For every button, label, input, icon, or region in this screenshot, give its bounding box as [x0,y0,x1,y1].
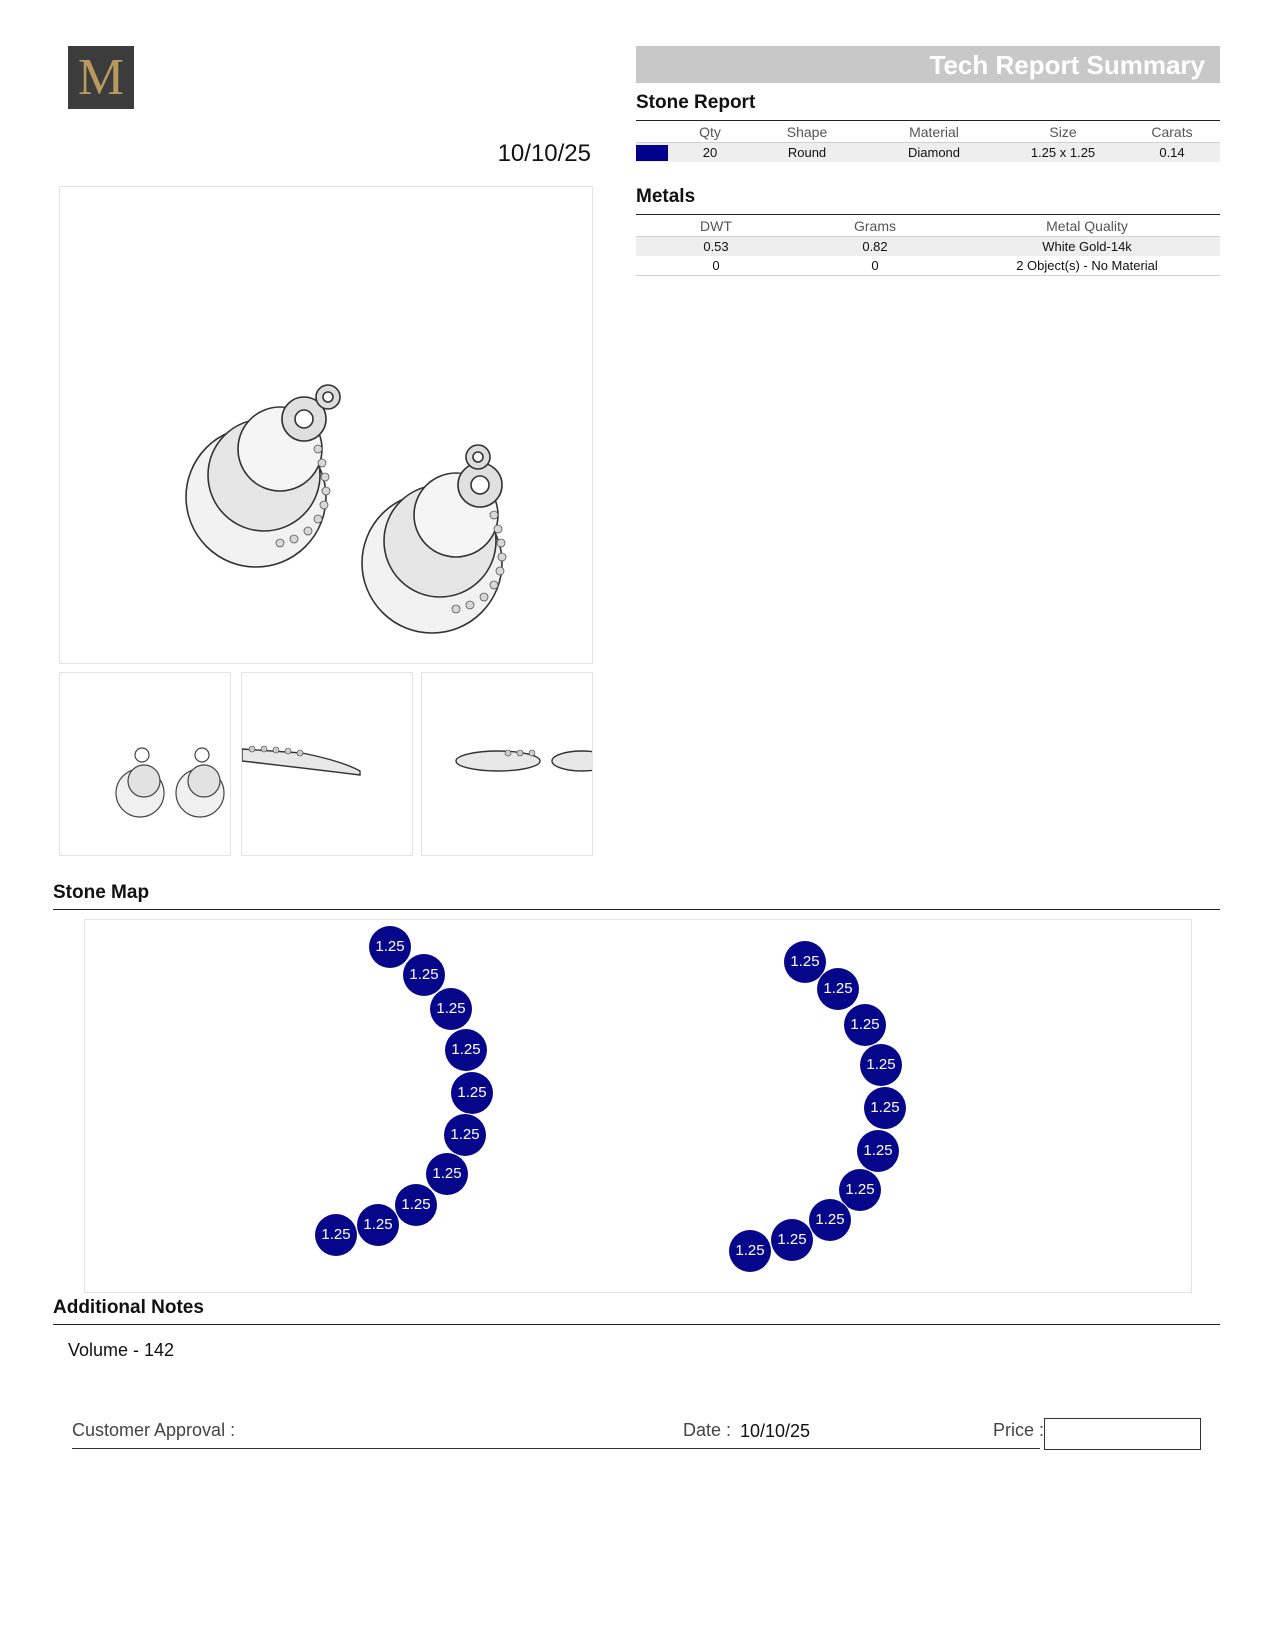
stone-marker: 1.25 [426,1153,468,1195]
stone-marker: 1.25 [451,1072,493,1114]
stone-size: 1.25 x 1.25 [1002,143,1124,163]
summary-header-bar [636,46,1220,83]
stone-marker: 1.25 [809,1199,851,1241]
stone-shape: Round [748,143,866,163]
stone-marker: 1.25 [784,941,826,983]
stone-marker: 1.25 [395,1184,437,1226]
metals-table [636,216,1220,276]
customer-approval-label: Customer Approval : [72,1420,236,1440]
metal-grams: 0 [796,256,954,276]
stone-marker: 1.25 [860,1044,902,1086]
section-divider [636,120,1220,121]
column-header: DWT [636,216,796,237]
column-header: Qty [672,122,748,143]
stone-marker: 1.25 [864,1087,906,1129]
stone-color-swatch [636,145,668,161]
approval-date-label: Date : [683,1420,732,1440]
additional-notes-title: Additional Notes [53,1297,204,1318]
section-divider [53,909,1220,910]
table-row [636,237,1220,257]
stone-marker: 1.25 [445,1029,487,1071]
stone-marker: 1.25 [357,1204,399,1246]
summary-title: Tech Report Summary [929,50,1205,80]
stone-report-table [636,122,1220,162]
report-date: 10/10/25 [497,140,591,167]
stone-marker: 1.25 [444,1114,486,1156]
section-divider [53,1324,1220,1325]
stone-marker: 1.25 [844,1004,886,1046]
stone-qty: 20 [672,143,748,163]
column-header: Metal Quality [954,216,1220,237]
company-logo [68,46,134,109]
price-label: Price : [993,1420,1045,1440]
approval-date-value: 10/10/25 [740,1421,811,1441]
stone-map-title: Stone Map [53,882,150,903]
column-header: Grams [796,216,954,237]
stone-marker: 1.25 [403,954,445,996]
stone-marker: 1.25 [771,1219,813,1261]
metal-quality: 2 Object(s) - No Material [954,256,1220,276]
column-header: Size [1002,122,1124,143]
stone-material: Diamond [866,143,1002,163]
metal-dwt: 0 [636,256,796,276]
thumbnail-top-view[interactable] [421,672,593,856]
price-field[interactable] [1044,1418,1201,1450]
stone-marker: 1.25 [315,1214,357,1256]
stone-marker: 1.25 [839,1169,881,1211]
column-header: Shape [748,122,866,143]
metal-dwt: 0.53 [636,237,796,257]
stone-marker: 1.25 [369,926,411,968]
stone-marker: 1.25 [817,968,859,1010]
signature-line[interactable] [72,1448,1040,1449]
stone-carats: 0.14 [1124,143,1220,163]
stone-marker: 1.25 [857,1130,899,1172]
metals-title: Metals [636,186,696,207]
metal-grams: 0.82 [796,237,954,257]
metal-quality: White Gold-14k [954,237,1220,257]
main-render-image [59,186,593,664]
stone-marker: 1.25 [430,988,472,1030]
color-column-header [636,122,672,143]
thumbnail-side-view[interactable] [241,672,413,856]
logo-letter: M [77,49,125,106]
table-row [636,143,1220,163]
section-divider [636,214,1220,215]
column-header: Material [866,122,1002,143]
stone-map-panel [84,919,1192,1293]
stone-marker: 1.25 [729,1230,771,1272]
notes-text: Volume - 142 [68,1340,175,1360]
stone-report-title: Stone Report [636,92,756,113]
thumbnail-front-view[interactable] [59,672,231,856]
table-row [636,256,1220,276]
column-header: Carats [1124,122,1220,143]
